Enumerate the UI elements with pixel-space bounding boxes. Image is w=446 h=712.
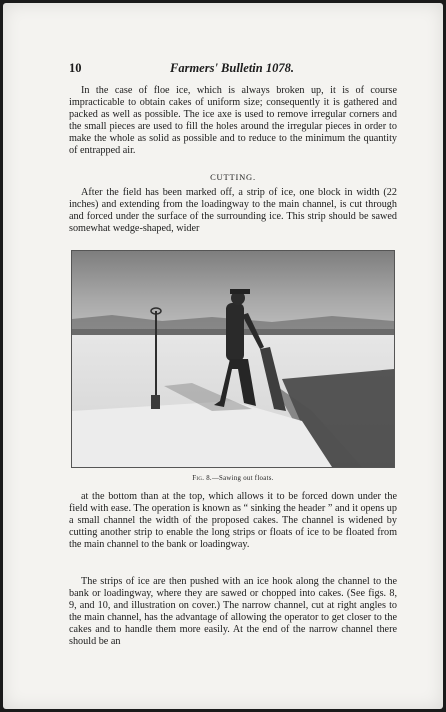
document-page	[3, 3, 443, 709]
sinking-header-paragraph: at the bottom than at the top, which allows it to be forced down under the field with ease. The operation is known as “ sinking the header ” and it opens up a small channel the width of the proposed cakes. The channel is widened by cutting another strip to enable the long strips or floats of ice to be floated from the main channel to the bank or loadingway.	[69, 491, 397, 551]
figure-number: Fig. 8.	[192, 475, 212, 482]
running-title: Farmers' Bulletin 1078.	[170, 61, 294, 75]
photo-illustration	[72, 251, 394, 467]
figure-caption-text: —Sawing out floats.	[211, 475, 274, 482]
section-heading: CUTTING.	[210, 172, 256, 182]
cutting-paragraph: After the field has been marked off, a strip of ice, one block in width (22 inches) and extending from the loadingway to the main channel, is cut through and forced under the surface of the surrounding ice. This strip should be sawed somewhat wedge-shaped, wider	[69, 187, 397, 235]
figure-caption	[69, 475, 397, 482]
page-number: 10	[69, 61, 82, 75]
floe-ice-paragraph: In the case of floe ice, which is always broken up, it is of course impracticable to obtain cakes of uniform size; consequently it is gathered and packed as well as possible. The ice axe is used to remove irregular corners and the small pieces are used to fill the holes around the irregular pieces in order to make the whole as solid as possible and to reduce to the minimum the quantity of entrapped air.	[69, 85, 397, 157]
strips-paragraph: The strips of ice are then pushed with an ice hook along the channel to the bank or loadingway, where they are sawed or chopped into cakes. (See figs. 8, 9, and 10, and illustration on cover.) The narrow channel, cut at right angles to the main channel, has the advantage of allowing the operator to get closer to the cakes and to handle them more easily. At the end of the narrow channel there should be an	[69, 576, 397, 648]
page-header	[69, 61, 395, 77]
figure-photo-sawing-floats	[71, 250, 395, 468]
